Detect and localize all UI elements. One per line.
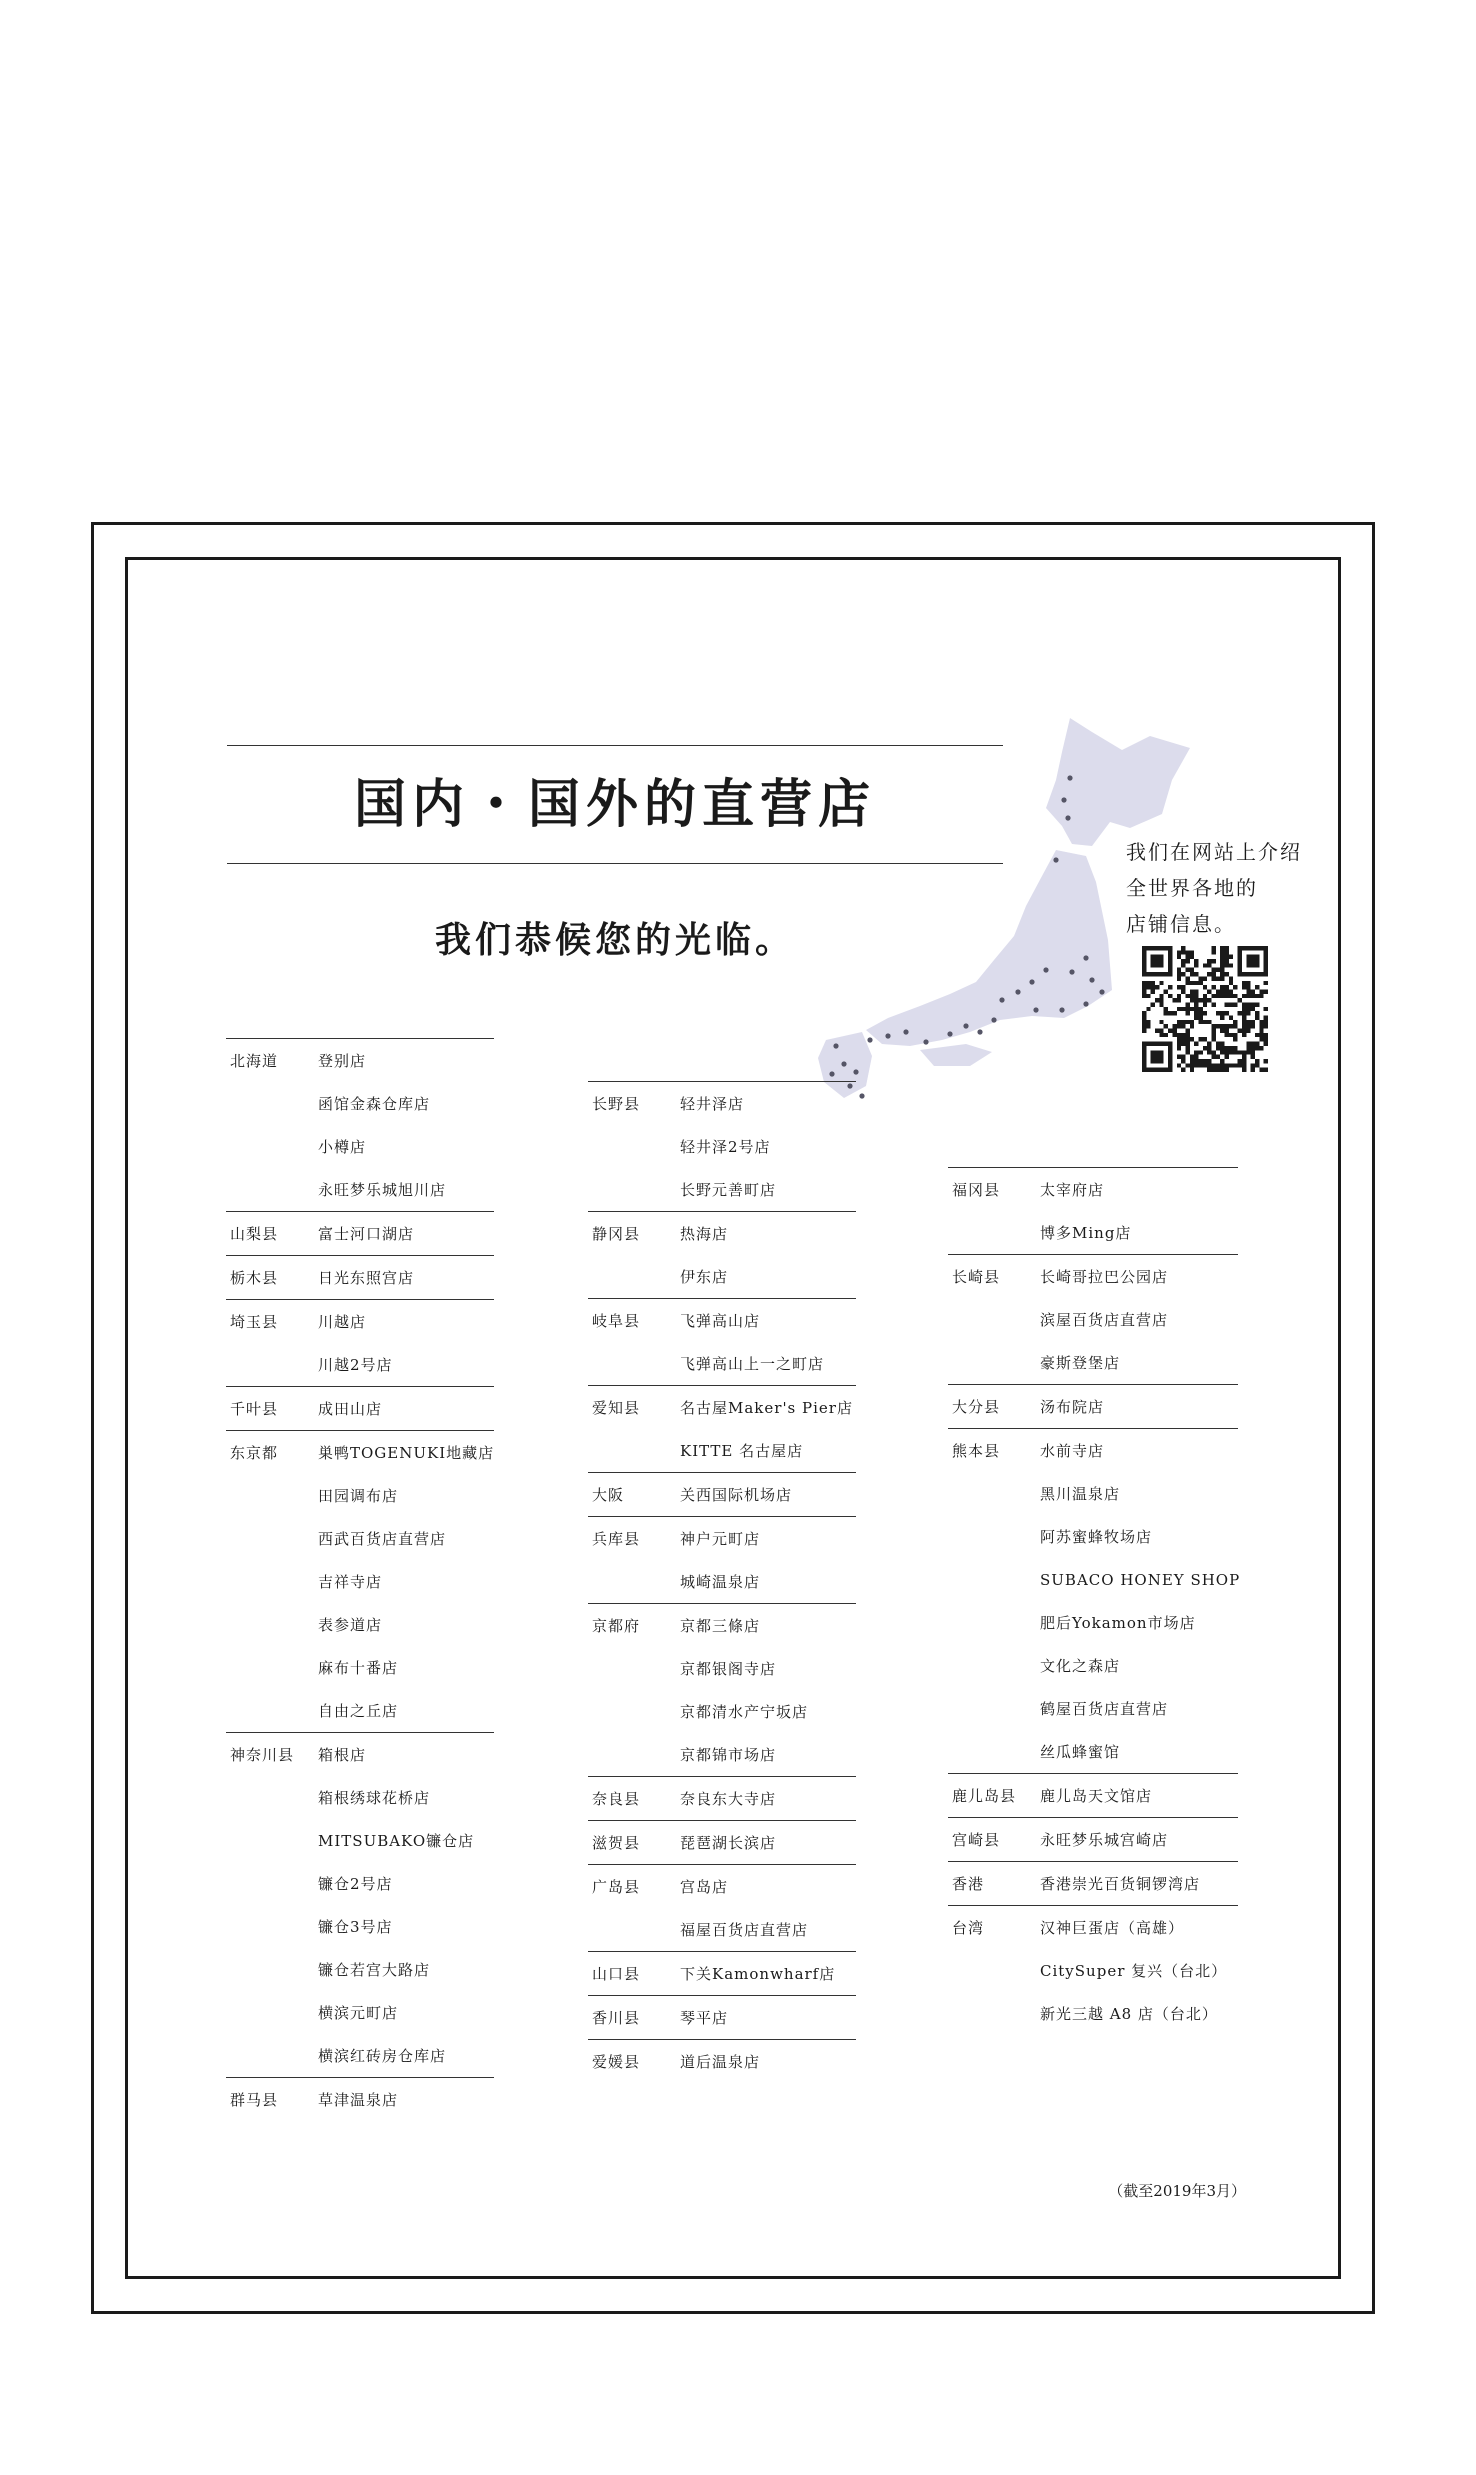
prefecture-name: 长野县 (592, 1095, 641, 1113)
store-row (588, 1168, 856, 1211)
store-row (948, 1385, 1238, 1428)
website-note-line-3: 店铺信息。 (1126, 912, 1236, 936)
store-name: 小樽店 (318, 1138, 367, 1156)
prefecture-name: 山口县 (592, 1965, 641, 1983)
store-location-dot (1033, 1007, 1038, 1012)
prefecture-name: 兵库县 (592, 1530, 641, 1548)
store-row (226, 1343, 494, 1386)
store-row (226, 1905, 494, 1948)
store-name: 神户元町店 (680, 1530, 761, 1548)
store-location-dot (1083, 1001, 1088, 1006)
store-location-dot (1065, 815, 1070, 820)
prefecture-name: 宫崎县 (952, 1831, 1001, 1849)
store-name: 飞弹高山上一之町店 (680, 1355, 825, 1373)
store-name: 西武百货店直营店 (318, 1530, 447, 1548)
store-row (226, 2034, 494, 2077)
store-location-dot (853, 1069, 858, 1074)
store-name: 丝瓜蜂蜜馆 (1040, 1743, 1121, 1761)
store-row (226, 1256, 494, 1299)
prefecture-name: 神奈川县 (230, 1746, 295, 1764)
prefecture-block (226, 1211, 494, 1255)
store-row (588, 1952, 856, 1995)
store-name: 麻布十番店 (318, 1659, 399, 1677)
prefecture-block (948, 1167, 1238, 1254)
prefecture-block (588, 1081, 856, 1211)
store-row (588, 2040, 856, 2083)
store-row (948, 1730, 1238, 1773)
prefecture-block (588, 1472, 856, 1516)
store-name: 汤布院店 (1040, 1398, 1105, 1416)
store-name: 表参道店 (318, 1616, 383, 1634)
store-row (948, 1168, 1238, 1211)
store-row (226, 1646, 494, 1689)
store-row (948, 1949, 1238, 1992)
prefecture-block (588, 1516, 856, 1603)
store-name: 京都银阁寺店 (680, 1660, 777, 1678)
store-location-dot (1029, 979, 1034, 984)
prefecture-name: 爱知县 (592, 1399, 641, 1417)
prefecture-name: 奈良县 (592, 1790, 641, 1808)
store-row (226, 1300, 494, 1343)
store-location-dot (963, 1023, 968, 1028)
prefecture-block (226, 1430, 494, 1732)
store-name: MITSUBAKO镰仓店 (318, 1832, 475, 1850)
prefecture-name: 大分县 (952, 1398, 1001, 1416)
store-row (226, 1517, 494, 1560)
store-row (588, 1908, 856, 1951)
store-column-3 (948, 1167, 1241, 2035)
store-location-dot (829, 1071, 834, 1076)
prefecture-name: 鹿儿岛县 (952, 1787, 1017, 1805)
prefecture-name: 台湾 (952, 1919, 985, 1937)
store-row (226, 1603, 494, 1646)
store-row (588, 1647, 856, 1690)
store-row (226, 1039, 494, 1082)
prefecture-name: 东京都 (230, 1444, 279, 1462)
store-name: 登别店 (318, 1052, 367, 1070)
store-name: 下关Kamonwharf店 (680, 1965, 836, 1983)
qr-code-icon[interactable] (1142, 946, 1268, 1072)
store-name: 自由之丘店 (318, 1702, 399, 1720)
store-name: 飞弹高山店 (680, 1312, 761, 1330)
store-row (948, 1211, 1238, 1254)
store-location-dot (1015, 989, 1020, 994)
store-name: 成田山店 (318, 1400, 383, 1418)
prefecture-name: 爱媛县 (592, 2053, 641, 2071)
store-name: 田园调布店 (318, 1487, 399, 1505)
prefecture-block (226, 1386, 494, 1430)
store-name: 琴平店 (680, 2009, 729, 2027)
prefecture-block (588, 1820, 856, 1864)
store-name: 京都清水产宁坂店 (680, 1703, 809, 1721)
store-row (588, 1777, 856, 1820)
store-row (588, 1255, 856, 1298)
store-location-dot (841, 1061, 846, 1066)
store-name: 水前寺店 (1040, 1442, 1105, 1460)
prefecture-name: 北海道 (230, 1052, 279, 1070)
store-name: 长崎哥拉巴公园店 (1040, 1268, 1169, 1286)
store-location-dot (991, 1017, 996, 1022)
store-name: 镰仓2号店 (318, 1875, 393, 1893)
store-row (948, 1992, 1238, 2035)
store-name: 关西国际机场店 (680, 1486, 793, 1504)
store-row (588, 1299, 856, 1342)
store-row (588, 1082, 856, 1125)
store-name: 豪斯登堡店 (1040, 1354, 1121, 1372)
store-name: 道后温泉店 (680, 2053, 761, 2071)
store-row (588, 1690, 856, 1733)
prefecture-name: 岐阜县 (592, 1312, 641, 1330)
prefecture-block (588, 1951, 856, 1995)
store-row (588, 1821, 856, 1864)
prefecture-name: 群马县 (230, 2091, 279, 2109)
store-row (226, 1862, 494, 1905)
prefecture-block (948, 1861, 1238, 1905)
store-row (588, 1865, 856, 1908)
store-row (948, 1601, 1238, 1644)
store-location-dot (1067, 775, 1072, 780)
store-location-dot (977, 1029, 982, 1034)
store-location-dot (833, 1043, 838, 1048)
store-name: 轻井泽2号店 (680, 1138, 771, 1156)
store-row (226, 1125, 494, 1168)
store-row (948, 1906, 1238, 1949)
prefecture-block (226, 1299, 494, 1386)
store-row (226, 1948, 494, 1991)
prefecture-block (948, 1773, 1238, 1817)
store-row (226, 1387, 494, 1430)
store-row (588, 1386, 856, 1429)
store-row (226, 2078, 494, 2121)
store-row (588, 1733, 856, 1776)
prefecture-name: 熊本县 (952, 1442, 1001, 1460)
prefecture-block (588, 1385, 856, 1472)
store-name: 黑川温泉店 (1040, 1485, 1121, 1503)
store-location-dot (1043, 967, 1048, 972)
store-row (588, 1212, 856, 1255)
store-location-dot (923, 1039, 928, 1044)
store-name: SUBACO HONEY SHOP (1040, 1570, 1241, 1589)
prefecture-name: 大阪 (592, 1486, 625, 1504)
store-location-dot (1089, 977, 1094, 982)
store-name: 阿苏蜜蜂牧场店 (1040, 1528, 1153, 1546)
prefecture-block (588, 1603, 856, 1776)
prefecture-block (226, 1255, 494, 1299)
store-name: 京都三條店 (680, 1617, 761, 1635)
store-location-dot (947, 1031, 952, 1036)
store-location-dot (1059, 1007, 1064, 1012)
store-row (588, 1604, 856, 1647)
store-name: KITTE 名古屋店 (680, 1442, 804, 1460)
store-name: 永旺梦乐城旭川店 (318, 1181, 447, 1199)
store-row (226, 1991, 494, 2034)
page-title: 国内・国外的直营店 (353, 774, 876, 835)
prefecture-name: 滋贺县 (592, 1834, 641, 1852)
store-column-2 (588, 1081, 856, 2083)
store-name: 吉祥寺店 (318, 1573, 383, 1591)
prefecture-name: 栃木县 (230, 1269, 279, 1287)
store-row (226, 1168, 494, 1211)
store-name: 奈良东大寺店 (680, 1790, 777, 1808)
prefecture-name: 京都府 (592, 1617, 641, 1635)
store-location-dot (999, 997, 1004, 1002)
store-row (948, 1558, 1241, 1601)
store-name: 福屋百货店直营店 (680, 1921, 809, 1939)
store-row (226, 1212, 494, 1255)
prefecture-block (588, 2039, 856, 2083)
store-name: 城崎温泉店 (680, 1573, 761, 1591)
store-name: 箱根绣球花桥店 (318, 1789, 431, 1807)
store-row (226, 1733, 494, 1776)
store-row (226, 1689, 494, 1732)
store-name: 富士河口湖店 (318, 1225, 415, 1243)
store-location-dot (1083, 955, 1088, 960)
store-name: 镰仓若宫大路店 (318, 1961, 431, 1979)
store-name: 永旺梦乐城宫崎店 (1040, 1831, 1169, 1849)
store-name: 新光三越 A8 店（台北） (1040, 2005, 1218, 2023)
prefecture-name: 静冈县 (592, 1225, 641, 1243)
store-row (948, 1644, 1238, 1687)
store-location-dot (885, 1033, 890, 1038)
prefecture-block (588, 1211, 856, 1298)
store-name: CitySuper 复兴（台北） (1040, 1962, 1228, 1980)
store-name: 伊东店 (680, 1268, 729, 1286)
prefecture-block (948, 1254, 1238, 1384)
website-note-line-2: 全世界各地的 (1126, 876, 1258, 900)
store-name: 箱根店 (318, 1746, 367, 1764)
store-row (948, 1298, 1238, 1341)
store-location-dot (1053, 857, 1058, 862)
store-name: 博多Ming店 (1040, 1224, 1132, 1242)
prefecture-name: 埼玉县 (230, 1313, 279, 1331)
prefecture-block (588, 1298, 856, 1385)
page-subtitle: 我们恭候您的光临。 (434, 919, 795, 961)
store-row (588, 1517, 856, 1560)
prefecture-block (588, 1776, 856, 1820)
store-row (226, 1431, 494, 1474)
store-name: 函馆金森仓库店 (318, 1095, 431, 1113)
prefecture-name: 山梨县 (230, 1225, 279, 1243)
footnote: （截至2019年3月） (1108, 2182, 1246, 2200)
store-row (948, 1472, 1238, 1515)
prefecture-name: 千叶县 (230, 1400, 279, 1418)
store-name: 肥后Yokamon市场店 (1040, 1614, 1196, 1632)
prefecture-block (588, 1995, 856, 2039)
prefecture-name: 香川县 (592, 2009, 641, 2027)
store-location-dot (1061, 797, 1066, 802)
store-name: 汉神巨蛋店（高雄） (1040, 1919, 1185, 1937)
store-name: 镰仓3号店 (318, 1918, 393, 1936)
store-name: 香港崇光百货铜锣湾店 (1040, 1875, 1201, 1893)
prefecture-name: 长崎县 (952, 1268, 1001, 1286)
store-location-dot (1099, 989, 1104, 994)
store-name: 巣鸭TOGENUKI地藏店 (318, 1444, 495, 1462)
store-name: 太宰府店 (1040, 1181, 1105, 1199)
hokkaido-shape (1046, 718, 1190, 846)
store-name: 热海店 (680, 1225, 729, 1243)
store-column-1 (226, 1038, 494, 2121)
store-name: 京都锦市场店 (680, 1746, 777, 1764)
store-row (948, 1341, 1238, 1384)
prefecture-block (948, 1428, 1241, 1773)
store-name: 鹿儿岛天文馆店 (1040, 1787, 1153, 1805)
prefecture-block (948, 1817, 1238, 1861)
store-name: 轻井泽店 (680, 1095, 745, 1113)
store-name: 横滨红砖房仓库店 (318, 2047, 447, 2065)
prefecture-block (226, 2077, 494, 2121)
store-name: 宫岛店 (680, 1878, 729, 1896)
store-row (226, 1474, 494, 1517)
store-name: 琵琶湖长滨店 (680, 1834, 777, 1852)
store-row (226, 1776, 494, 1819)
store-row (588, 1560, 856, 1603)
store-row (948, 1687, 1238, 1730)
store-name: 川越店 (318, 1313, 367, 1331)
store-row (226, 1082, 494, 1125)
store-location-dot (1069, 969, 1074, 974)
store-row (588, 1996, 856, 2039)
store-row (226, 1560, 494, 1603)
honshu-shape (866, 850, 1112, 1046)
store-location-dot (867, 1037, 872, 1042)
website-note-line-1: 我们在网站上介绍 (1126, 840, 1302, 864)
store-row (948, 1818, 1238, 1861)
prefecture-block (948, 1905, 1238, 2035)
shikoku-shape (920, 1044, 992, 1066)
store-row (588, 1429, 856, 1472)
prefecture-block (226, 1038, 494, 1211)
store-row (226, 1819, 494, 1862)
store-name: 日光东照宫店 (318, 1269, 415, 1287)
store-name: 鹤屋百货店直营店 (1040, 1700, 1169, 1718)
prefecture-name: 福冈县 (952, 1181, 1001, 1199)
prefecture-name: 香港 (952, 1875, 985, 1893)
prefecture-block (588, 1864, 856, 1951)
store-row (948, 1255, 1238, 1298)
store-row (588, 1473, 856, 1516)
prefecture-name: 广岛县 (592, 1878, 641, 1896)
store-name: 名古屋Maker's Pier店 (680, 1399, 853, 1417)
store-name: 川越2号店 (318, 1356, 393, 1374)
store-name: 横滨元町店 (318, 2004, 399, 2022)
store-row (948, 1862, 1238, 1905)
store-location-dot (903, 1029, 908, 1034)
store-location-dot (859, 1093, 864, 1098)
store-name: 长野元善町店 (680, 1181, 777, 1199)
store-row (948, 1774, 1238, 1817)
store-row (948, 1515, 1238, 1558)
store-name: 草津温泉店 (318, 2091, 399, 2109)
store-name: 文化之森店 (1040, 1657, 1121, 1675)
store-name: 滨屋百货店直营店 (1040, 1311, 1169, 1329)
store-row (588, 1125, 856, 1168)
store-row (948, 1429, 1238, 1472)
prefecture-block (226, 1732, 494, 2077)
store-row (588, 1342, 856, 1385)
website-note (1126, 834, 1346, 942)
prefecture-block (948, 1384, 1238, 1428)
